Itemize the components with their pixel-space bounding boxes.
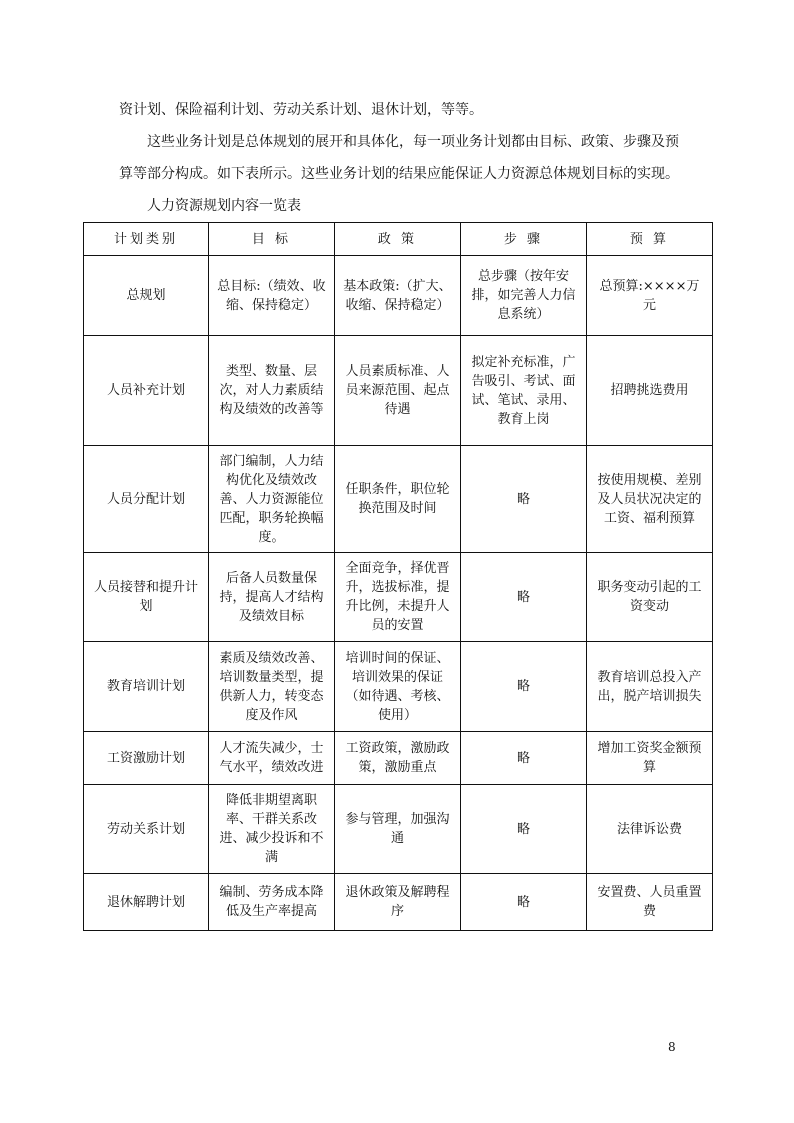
cell-policy: 退休政策及解聘程序 — [335, 874, 461, 931]
table-row — [84, 732, 713, 785]
cell-goal: 人才流失减少，士气水平，绩效改进 — [209, 732, 335, 785]
paragraph-2: 这些业务计划是总体规划的展开和具体化，每一项业务计划都由目标、政策、步骤及预算等部分构成。如下表所示。这些业务计划的结果应能保证人力资源总体规划目标的实现。 — [119, 134, 679, 182]
hr-plan-table — [83, 222, 713, 931]
table-row — [84, 874, 713, 931]
cell-category: 总规划 — [84, 256, 209, 336]
cell-goal: 类型、数量、层次，对人力素质结构及绩效的改善等 — [209, 336, 335, 446]
cell-budget: 安置费、人员重置费 — [587, 874, 713, 931]
header-category: 计划类别 — [84, 223, 209, 256]
cell-policy: 参与管理，加强沟通 — [335, 785, 461, 874]
cell-goal: 后备人员数量保持，提高人才结构及绩效目标 — [209, 553, 335, 642]
header-budget: 预 算 — [587, 223, 713, 256]
header-steps: 步 骤 — [461, 223, 587, 256]
table-row — [84, 785, 713, 874]
cell-policy: 人员素质标准、人员来源范围、起点待遇 — [335, 336, 461, 446]
cell-goal: 编制、劳务成本降低及生产率提高 — [209, 874, 335, 931]
header-policy: 政 策 — [335, 223, 461, 256]
cell-category: 人员补充计划 — [84, 336, 209, 446]
table-row — [84, 336, 713, 446]
cell-policy: 培训时间的保证、培训效果的保证（如待遇、考核、使用） — [335, 642, 461, 732]
cell-budget: 按使用规模、差别及人员状况决定的工资、福利预算 — [587, 446, 713, 553]
cell-steps: 略 — [461, 446, 587, 553]
cell-category: 劳动关系计划 — [84, 785, 209, 874]
cell-budget: 招聘挑选费用 — [587, 336, 713, 446]
cell-goal: 总目标:（绩效、收缩、保持稳定） — [209, 256, 335, 336]
table-row — [84, 553, 713, 642]
table-caption: 人力资源规划内容一览表 — [147, 198, 301, 214]
cell-goal: 降低非期望离职率、干群关系改进、减少投诉和不满 — [209, 785, 335, 874]
cell-steps: 拟定补充标准，广告吸引、考试、面试、笔试、录用、教育上岗 — [461, 336, 587, 446]
cell-category: 教育培训计划 — [84, 642, 209, 732]
header-goal: 目 标 — [209, 223, 335, 256]
cell-goal: 部门编制，人力结构优化及绩效改善、人力资源能位匹配，职务轮换幅度。 — [209, 446, 335, 553]
cell-steps: 略 — [461, 732, 587, 785]
table-row — [84, 446, 713, 553]
cell-policy: 基本政策:（扩大、收缩、保持稳定） — [335, 256, 461, 336]
cell-policy: 全面竞争，择优晋升，选拔标准，提升比例，未提升人员的安置 — [335, 553, 461, 642]
cell-category: 人员分配计划 — [84, 446, 209, 553]
cell-steps: 略 — [461, 642, 587, 732]
cell-goal: 素质及绩效改善、培训数量类型，提供新人力，转变态度及作风 — [209, 642, 335, 732]
cell-budget: 教育培训总投入产出，脱产培训损失 — [587, 642, 713, 732]
table-row — [84, 642, 713, 732]
cell-budget: 总预算:××××万元 — [587, 256, 713, 336]
cell-category: 工资激励计划 — [84, 732, 209, 785]
cell-policy: 工资政策，激励政策，激励重点 — [335, 732, 461, 785]
cell-steps: 略 — [461, 553, 587, 642]
page-number: 8 — [668, 1040, 676, 1054]
cell-budget: 职务变动引起的工资变动 — [587, 553, 713, 642]
cell-steps: 略 — [461, 785, 587, 874]
cell-category: 退休解聘计划 — [84, 874, 209, 931]
cell-category: 人员接替和提升计划 — [84, 553, 209, 642]
table-row — [84, 256, 713, 336]
cell-steps: 略 — [461, 874, 587, 931]
cell-budget: 增加工资奖金额预算 — [587, 732, 713, 785]
table-header-row — [84, 223, 713, 256]
cell-policy: 任职条件，职位轮换范围及时间 — [335, 446, 461, 553]
cell-budget: 法律诉讼费 — [587, 785, 713, 874]
paragraph-1: 资计划、保险福利计划、劳动关系计划、退休计划，等等。 — [119, 102, 483, 118]
cell-steps: 总步骤（按年安排，如完善人力信息系统） — [461, 256, 587, 336]
